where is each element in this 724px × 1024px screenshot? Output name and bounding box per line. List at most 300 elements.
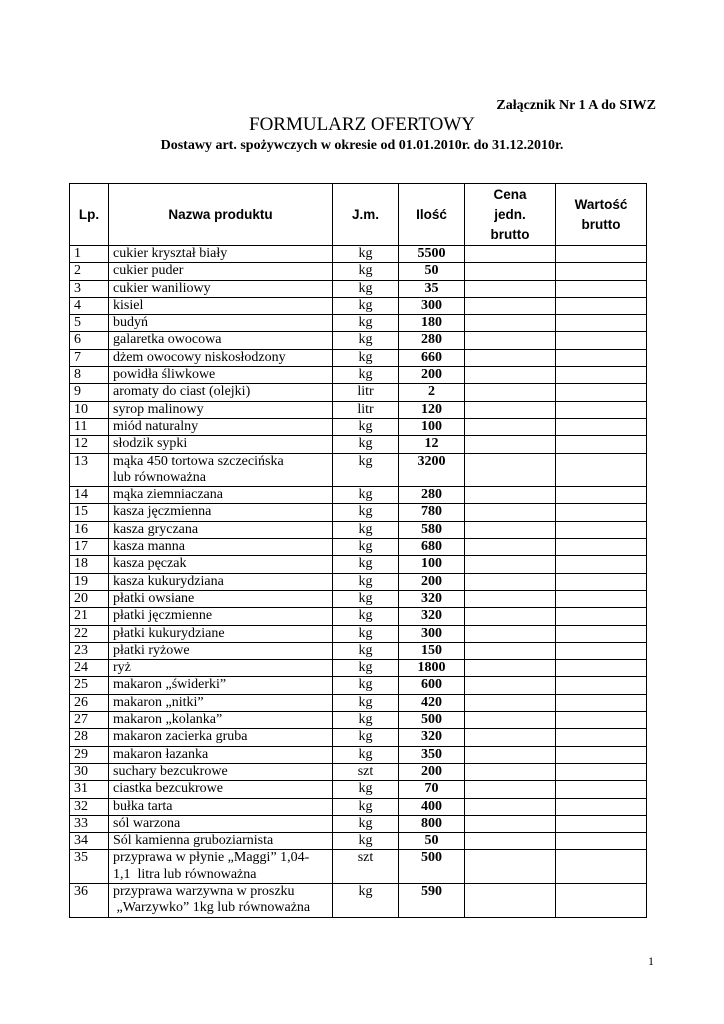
col-header-unit: J.m. — [333, 184, 399, 246]
table-row — [70, 729, 647, 746]
quantity: 200 — [399, 763, 465, 780]
table-row — [70, 833, 647, 850]
quantity: 12 — [399, 436, 465, 453]
row-number: 6 — [70, 332, 109, 349]
unit-of-measure: kg — [333, 487, 399, 504]
col-header-value — [556, 184, 647, 246]
table-row — [70, 850, 647, 884]
table-row — [70, 781, 647, 798]
unit-of-measure: kg — [333, 746, 399, 763]
row-number: 29 — [70, 746, 109, 763]
total-value-cell — [556, 833, 647, 850]
unit-of-measure: kg — [333, 798, 399, 815]
row-number: 31 — [70, 781, 109, 798]
table-header-row — [70, 184, 647, 246]
product-name — [109, 315, 333, 332]
quantity: 280 — [399, 487, 465, 504]
table-row — [70, 677, 647, 694]
unit-of-measure: litr — [333, 401, 399, 418]
unit-of-measure: kg — [333, 660, 399, 677]
unit-price-cell — [465, 781, 556, 798]
row-number: 14 — [70, 487, 109, 504]
product-name-line: miód naturalny — [113, 418, 199, 434]
unit-price-cell — [465, 694, 556, 711]
quantity: 800 — [399, 815, 465, 832]
product-name-line: makaron „kolanka” — [113, 712, 223, 728]
row-number: 21 — [70, 608, 109, 625]
table-row — [70, 401, 647, 418]
product-name — [109, 332, 333, 349]
total-value-cell — [556, 315, 647, 332]
unit-price-cell — [465, 608, 556, 625]
unit-of-measure: kg — [333, 453, 399, 487]
row-number: 19 — [70, 573, 109, 590]
product-name-line: suchary bezcukrowe — [113, 763, 228, 779]
product-name-line: makaron „nitki” — [113, 694, 204, 710]
row-number: 35 — [70, 850, 109, 884]
quantity: 320 — [399, 590, 465, 607]
unit-price-cell — [465, 625, 556, 642]
unit-of-measure: kg — [333, 694, 399, 711]
table-row — [70, 487, 647, 504]
unit-price-cell — [465, 401, 556, 418]
row-number: 9 — [70, 384, 109, 401]
unit-of-measure: kg — [333, 504, 399, 521]
unit-price-cell — [465, 815, 556, 832]
row-number: 16 — [70, 521, 109, 538]
unit-price-cell — [465, 573, 556, 590]
table-row — [70, 504, 647, 521]
product-name-line: kasza gryczana — [113, 521, 199, 537]
product-name-line: budyń — [113, 315, 148, 331]
product-name — [109, 694, 333, 711]
unit-of-measure: kg — [333, 349, 399, 366]
table-row — [70, 349, 647, 366]
row-number: 32 — [70, 798, 109, 815]
quantity: 70 — [399, 781, 465, 798]
col-header-price-line: brutto — [490, 226, 530, 242]
unit-price-cell — [465, 453, 556, 487]
product-name — [109, 384, 333, 401]
unit-price-cell — [465, 850, 556, 884]
product-name — [109, 815, 333, 832]
product-name-line: płatki jęczmienne — [113, 608, 213, 624]
product-name — [109, 850, 333, 884]
product-name-line: makaron łazanka — [113, 746, 209, 762]
unit-of-measure: kg — [333, 729, 399, 746]
total-value-cell — [556, 642, 647, 659]
unit-of-measure: kg — [333, 712, 399, 729]
table-row — [70, 573, 647, 590]
product-name — [109, 712, 333, 729]
row-number: 2 — [70, 263, 109, 280]
row-number: 26 — [70, 694, 109, 711]
product-name — [109, 608, 333, 625]
unit-price-cell — [465, 763, 556, 780]
total-value-cell — [556, 487, 647, 504]
unit-price-cell — [465, 556, 556, 573]
total-value-cell — [556, 850, 647, 884]
product-name — [109, 573, 333, 590]
table-row — [70, 384, 647, 401]
row-number: 12 — [70, 436, 109, 453]
row-number: 7 — [70, 349, 109, 366]
total-value-cell — [556, 608, 647, 625]
col-header-name: Nazwa produktu — [109, 184, 333, 246]
total-value-cell — [556, 729, 647, 746]
unit-of-measure: kg — [333, 280, 399, 297]
quantity: 2 — [399, 384, 465, 401]
product-name — [109, 436, 333, 453]
total-value-cell — [556, 883, 647, 917]
quantity: 150 — [399, 642, 465, 659]
quantity: 50 — [399, 833, 465, 850]
table-row — [70, 556, 647, 573]
table-row — [70, 712, 647, 729]
quantity: 35 — [399, 280, 465, 297]
table-row — [70, 453, 647, 487]
table-row — [70, 418, 647, 435]
total-value-cell — [556, 556, 647, 573]
product-name — [109, 781, 333, 798]
quantity: 320 — [399, 729, 465, 746]
row-number: 1 — [70, 246, 109, 263]
product-name — [109, 367, 333, 384]
unit-price-cell — [465, 384, 556, 401]
product-name — [109, 625, 333, 642]
table-row — [70, 883, 647, 917]
product-name — [109, 746, 333, 763]
total-value-cell — [556, 332, 647, 349]
unit-price-cell — [465, 660, 556, 677]
product-name — [109, 349, 333, 366]
quantity: 5500 — [399, 246, 465, 263]
unit-of-measure: szt — [333, 763, 399, 780]
total-value-cell — [556, 677, 647, 694]
quantity: 680 — [399, 539, 465, 556]
total-value-cell — [556, 694, 647, 711]
table-row — [70, 625, 647, 642]
row-number: 33 — [70, 815, 109, 832]
table-row — [70, 521, 647, 538]
unit-of-measure: litr — [333, 384, 399, 401]
table-row — [70, 608, 647, 625]
quantity: 300 — [399, 297, 465, 314]
product-name-line: kasza jęczmienna — [113, 504, 212, 520]
product-name — [109, 453, 333, 487]
unit-of-measure: kg — [333, 573, 399, 590]
product-name-line: cukier kryształ biały — [113, 246, 228, 261]
unit-of-measure: kg — [333, 815, 399, 832]
table-row — [70, 280, 647, 297]
attachment-label: Załącznik Nr 1 A do SIWZ — [496, 98, 656, 113]
unit-price-cell — [465, 504, 556, 521]
unit-of-measure: kg — [333, 677, 399, 694]
page-subtitle: Dostawy art. spożywczych w okresie od 01.01.2010r. do 31.12.2010r. — [160, 138, 564, 153]
total-value-cell — [556, 746, 647, 763]
total-value-cell — [556, 263, 647, 280]
total-value-cell — [556, 384, 647, 401]
col-header-lp: Lp. — [70, 184, 109, 246]
col-header-unit-price — [465, 184, 556, 246]
product-name — [109, 521, 333, 538]
row-number: 27 — [70, 712, 109, 729]
product-name — [109, 246, 333, 263]
table-row — [70, 367, 647, 384]
unit-price-cell — [465, 263, 556, 280]
quantity: 200 — [399, 573, 465, 590]
quantity: 500 — [399, 850, 465, 884]
quantity: 100 — [399, 556, 465, 573]
product-name — [109, 263, 333, 280]
total-value-cell — [556, 539, 647, 556]
product-name — [109, 660, 333, 677]
table-row — [70, 332, 647, 349]
table-row — [70, 297, 647, 314]
table-row — [70, 315, 647, 332]
product-name — [109, 883, 333, 917]
quantity: 400 — [399, 798, 465, 815]
table-row — [70, 694, 647, 711]
unit-price-cell — [465, 590, 556, 607]
unit-of-measure: kg — [333, 556, 399, 573]
table-row — [70, 263, 647, 280]
total-value-cell — [556, 660, 647, 677]
unit-price-cell — [465, 332, 556, 349]
product-name — [109, 642, 333, 659]
unit-price-cell — [465, 642, 556, 659]
product-name-line: słodzik sypki — [113, 436, 188, 452]
quantity: 590 — [399, 883, 465, 917]
total-value-cell — [556, 418, 647, 435]
product-name — [109, 280, 333, 297]
total-value-cell — [556, 246, 647, 263]
unit-price-cell — [465, 521, 556, 538]
product-name — [109, 504, 333, 521]
col-header-value-line: brutto — [581, 216, 621, 232]
quantity: 660 — [399, 349, 465, 366]
row-number: 13 — [70, 453, 109, 487]
unit-of-measure: kg — [333, 246, 399, 263]
unit-of-measure: kg — [333, 781, 399, 798]
product-name-line: płatki owsiane — [113, 590, 195, 606]
unit-of-measure: kg — [333, 436, 399, 453]
total-value-cell — [556, 349, 647, 366]
product-name-line: syrop malinowy — [113, 401, 204, 417]
product-name-line: kasza kukurydziana — [113, 573, 224, 589]
product-name-line: dżem owocowy niskosłodzony — [113, 349, 286, 365]
total-value-cell — [556, 453, 647, 487]
product-name-line: 1,1 litra lub równoważna — [113, 866, 257, 882]
quantity: 100 — [399, 418, 465, 435]
unit-of-measure: kg — [333, 418, 399, 435]
product-name-line: płatki kukurydziane — [113, 625, 225, 641]
unit-of-measure: kg — [333, 539, 399, 556]
row-number: 5 — [70, 315, 109, 332]
row-number: 25 — [70, 677, 109, 694]
quantity: 780 — [399, 504, 465, 521]
product-name — [109, 590, 333, 607]
total-value-cell — [556, 625, 647, 642]
total-value-cell — [556, 297, 647, 314]
unit-of-measure: kg — [333, 263, 399, 280]
product-name-line: płatki ryżowe — [113, 642, 190, 658]
col-header-price-line: jedn. — [494, 206, 526, 222]
total-value-cell — [556, 367, 647, 384]
product-name-line: cukier waniliowy — [113, 280, 211, 296]
row-number: 11 — [70, 418, 109, 435]
product-name-line: kisiel — [113, 297, 144, 313]
unit-price-cell — [465, 883, 556, 917]
quantity: 350 — [399, 746, 465, 763]
quantity: 1800 — [399, 660, 465, 677]
quantity: 200 — [399, 367, 465, 384]
product-name-line: sól warzona — [113, 815, 181, 831]
row-number: 34 — [70, 833, 109, 850]
row-number: 4 — [70, 297, 109, 314]
unit-price-cell — [465, 487, 556, 504]
product-name-line: mąka ziemniaczana — [113, 487, 223, 503]
quantity: 500 — [399, 712, 465, 729]
unit-of-measure: kg — [333, 521, 399, 538]
product-name-line: przyprawa w płynie „Maggi” 1,04- — [113, 850, 310, 866]
product-name-line: galaretka owocowa — [113, 332, 222, 348]
product-name-line: ciastka bezcukrowe — [113, 781, 223, 797]
total-value-cell — [556, 815, 647, 832]
col-header-qty: Ilość — [399, 184, 465, 246]
total-value-cell — [556, 798, 647, 815]
product-name — [109, 556, 333, 573]
row-number: 15 — [70, 504, 109, 521]
unit-of-measure: kg — [333, 833, 399, 850]
product-name — [109, 297, 333, 314]
total-value-cell — [556, 781, 647, 798]
product-name-line: Sól kamienna gruboziarnista — [113, 833, 274, 849]
quantity: 300 — [399, 625, 465, 642]
product-name — [109, 833, 333, 850]
unit-price-cell — [465, 436, 556, 453]
total-value-cell — [556, 280, 647, 297]
product-name-line: ryż — [113, 660, 131, 676]
quantity: 320 — [399, 608, 465, 625]
col-header-value-line: Wartość — [574, 196, 628, 212]
product-name — [109, 539, 333, 556]
quantity: 50 — [399, 263, 465, 280]
offer-table — [69, 183, 647, 918]
total-value-cell — [556, 763, 647, 780]
unit-price-cell — [465, 798, 556, 815]
product-name-line: makaron zacierka gruba — [113, 729, 248, 745]
total-value-cell — [556, 521, 647, 538]
product-name-line: cukier puder — [113, 263, 184, 279]
unit-price-cell — [465, 418, 556, 435]
table-row — [70, 436, 647, 453]
row-number: 24 — [70, 660, 109, 677]
product-name — [109, 677, 333, 694]
quantity: 600 — [399, 677, 465, 694]
quantity: 280 — [399, 332, 465, 349]
unit-price-cell — [465, 315, 556, 332]
table-row — [70, 815, 647, 832]
unit-of-measure: kg — [333, 625, 399, 642]
unit-price-cell — [465, 539, 556, 556]
unit-of-measure: kg — [333, 608, 399, 625]
page-title: FORMULARZ OFERTOWY — [249, 114, 475, 135]
product-name — [109, 418, 333, 435]
unit-price-cell — [465, 246, 556, 263]
table-row — [70, 746, 647, 763]
row-number: 18 — [70, 556, 109, 573]
product-name — [109, 729, 333, 746]
row-number: 10 — [70, 401, 109, 418]
product-name-line: aromaty do ciast (olejki) — [113, 384, 251, 400]
product-name-line: bułka tarta — [113, 798, 173, 814]
product-name-line: kasza pęczak — [113, 556, 187, 572]
table-row — [70, 763, 647, 780]
row-number: 17 — [70, 539, 109, 556]
table-row — [70, 590, 647, 607]
product-name-line: makaron „świderki” — [113, 677, 227, 693]
table-row — [70, 246, 647, 263]
product-name — [109, 798, 333, 815]
total-value-cell — [556, 504, 647, 521]
unit-price-cell — [465, 677, 556, 694]
row-number: 36 — [70, 883, 109, 917]
unit-of-measure: kg — [333, 315, 399, 332]
unit-price-cell — [465, 367, 556, 384]
unit-of-measure: kg — [333, 883, 399, 917]
product-name — [109, 763, 333, 780]
row-number: 8 — [70, 367, 109, 384]
total-value-cell — [556, 401, 647, 418]
unit-price-cell — [465, 712, 556, 729]
unit-price-cell — [465, 297, 556, 314]
row-number: 20 — [70, 590, 109, 607]
page-number: 1 — [648, 954, 654, 968]
total-value-cell — [556, 590, 647, 607]
product-name-line: przyprawa warzywna w proszku — [113, 883, 295, 899]
unit-of-measure: kg — [333, 590, 399, 607]
quantity: 420 — [399, 694, 465, 711]
table-row — [70, 798, 647, 815]
row-number: 23 — [70, 642, 109, 659]
unit-of-measure: kg — [333, 367, 399, 384]
col-header-price-line: Cena — [493, 186, 527, 202]
unit-price-cell — [465, 746, 556, 763]
unit-price-cell — [465, 833, 556, 850]
row-number: 3 — [70, 280, 109, 297]
unit-of-measure: kg — [333, 332, 399, 349]
quantity: 580 — [399, 521, 465, 538]
unit-of-measure: kg — [333, 297, 399, 314]
quantity: 3200 — [399, 453, 465, 487]
total-value-cell — [556, 712, 647, 729]
unit-of-measure: kg — [333, 642, 399, 659]
unit-of-measure: szt — [333, 850, 399, 884]
total-value-cell — [556, 436, 647, 453]
product-name-line: mąka 450 tortowa szczecińska — [113, 453, 284, 469]
product-name-line: powidła śliwkowe — [113, 367, 216, 383]
row-number: 22 — [70, 625, 109, 642]
product-name-line: kasza manna — [113, 539, 185, 555]
table-row — [70, 660, 647, 677]
unit-price-cell — [465, 280, 556, 297]
quantity: 180 — [399, 315, 465, 332]
quantity: 120 — [399, 401, 465, 418]
table-row — [70, 642, 647, 659]
unit-price-cell — [465, 729, 556, 746]
product-name — [109, 401, 333, 418]
